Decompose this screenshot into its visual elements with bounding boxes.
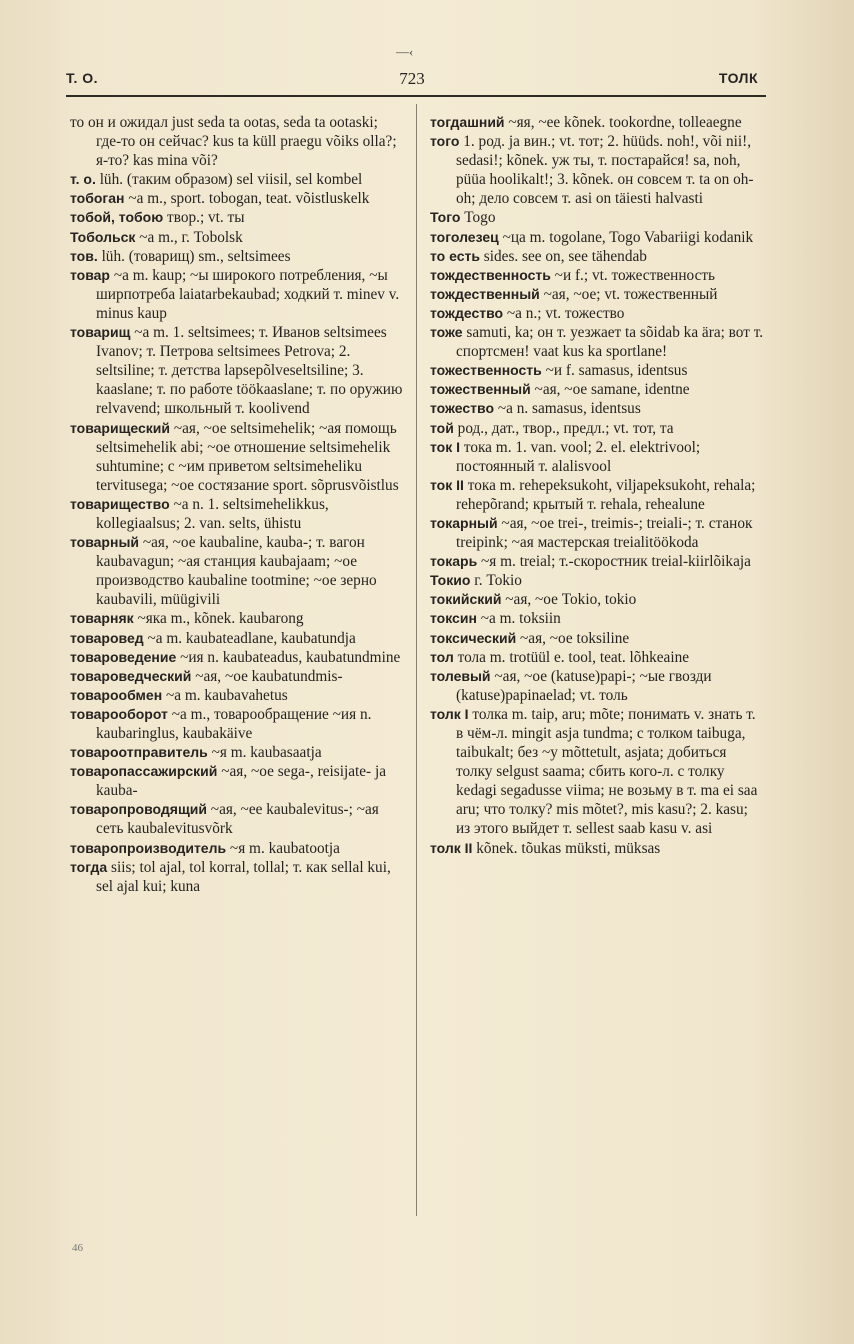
dictionary-entry (70, 743, 404, 762)
entry-definition: ~ая, ~ое sega-, reisijate- ja kauba- (96, 763, 387, 800)
dictionary-entry (430, 629, 764, 648)
dictionary-entry (430, 552, 764, 571)
dictionary-entry (70, 762, 404, 800)
entry-headword: токсический (430, 629, 517, 646)
entry-definition: ~а m., товарообращение ~ия n. kaubaringlus, kaubakäive (96, 705, 372, 742)
entry-headword: толк I (430, 705, 469, 722)
entry-definition: ~ца m. togolane, Togo Vabariigi kodanik (502, 228, 754, 246)
entry-headword: Тобольск (70, 228, 136, 245)
dictionary-entry (70, 609, 404, 628)
entry-definition: ~а m. toksiin (480, 610, 561, 628)
dictionary-entry (70, 247, 404, 266)
entry-definition: lüh. (товарищ) sm., seltsimees (101, 247, 291, 265)
dictionary-entry (430, 113, 764, 132)
entry-headword: тождество (430, 304, 504, 321)
entry-headword: тожество (430, 400, 494, 417)
entry-definition: толка m. taip, aru; mõte; понимать v. знать т. в чём-л. mingit asja tundma; с толком taibuga, taibukalt; без ~у mõttetult, asjata; добиться толку selgust saama; сбить кого-л. с толку kedagi segadusse viima; не возьму в т. ma ei saa aru; что толку? mis mõtet?, mis kasu?; 2. kasu; из этого выйдет т. sellest saab kasu v. asi (456, 705, 758, 838)
dictionary-entry (430, 228, 764, 247)
entry-definition: 1. род. ja вин.; vt. тот; 2. hüüds. noh!, või nii!, sedasi!; kõnek. уж ты, т. постарайся! sa, noh, püüa hoolikalt!; 3. kõnek. он совсем т. ta on oh-oh; дело совсем т. asi on täiesti halvasti (456, 133, 754, 208)
entry-headword: толк II (430, 839, 473, 856)
entry-headword: товаропроизводитель (70, 839, 227, 856)
entry-definition: ~и f.; vt. тожественность (554, 266, 716, 284)
entry-definition: ~я m. kaubatootja (229, 839, 340, 857)
entry-definition: ~а m., г. Tobolsk (139, 228, 243, 246)
entry-headword: тобоган (70, 190, 125, 207)
column-divider (416, 104, 417, 1216)
dictionary-entry (70, 800, 404, 838)
dictionary-entry (70, 323, 404, 418)
entry-definition: ~яя, ~ее kõnek. tookordne, tolleaegne (508, 114, 742, 131)
entry-headword: т. о. (70, 171, 96, 188)
entry-definition: ~ая, ~ее kaubalevitus-; ~ая сеть kaubalevitusvõrk (96, 801, 379, 838)
dictionary-entry (70, 686, 404, 705)
entry-definition: ~ая, ~ое samane, identne (534, 381, 690, 399)
dictionary-entry (430, 648, 764, 667)
entry-definition: kõnek. tõukas müksti, müksas (476, 839, 661, 857)
entry-definition: ~а n. samasus, identsus (497, 400, 641, 418)
entry-definition: ~ая, ~ое kaubatundmis- (195, 667, 343, 685)
dictionary-entry (430, 266, 764, 285)
entry-definition: то он и ожидал just seda ta ootas, seda ta ootaski; где-то он сейчас? kus ta küll praegu võiks olla?; я-то? kas mina või? (70, 114, 397, 170)
left-column (70, 113, 404, 896)
entry-definition: Togo (464, 209, 496, 227)
entry-headword: товароведение (70, 648, 177, 665)
entry-headword: товарообмен (70, 686, 163, 703)
dictionary-entry (430, 839, 764, 858)
dictionary-entry (70, 839, 404, 858)
dictionary-entry (70, 858, 404, 896)
dictionary-entry (430, 609, 764, 628)
entry-definition: ~ая, ~ое seltsimehelik; ~ая помощь seltsimehelik abi; ~ое отношение seltsimehelik suhtumine; с ~им приветом seltsimeheliku tervitusega; ~ое состязание sport. sõprusvõistlus (96, 419, 399, 494)
entry-headword: того (430, 133, 460, 150)
entry-headword: тождественность (430, 266, 551, 283)
dictionary-entry (430, 323, 764, 361)
entry-headword: ток I (430, 438, 461, 455)
entry-definition: род., дат., твор., предл.; vt. тот, та (457, 419, 674, 437)
entry-headword: товарный (70, 534, 140, 551)
dictionary-entry (430, 399, 764, 418)
entry-headword: тогдашний (430, 114, 505, 130)
dictionary-entry (430, 208, 764, 227)
entry-headword: товар (70, 266, 110, 283)
entry-headword: товарняк (70, 610, 134, 627)
entry-definition: г. Tokio (474, 572, 522, 590)
entry-headword: товаровед (70, 629, 144, 646)
dictionary-entry (430, 476, 764, 514)
entry-definition: ~я m. kaubasaatja (211, 744, 322, 762)
entry-headword: тоголезец (430, 228, 499, 245)
entry-headword: тожественность (430, 362, 542, 379)
dictionary-entry (430, 571, 764, 590)
dictionary-entry (430, 667, 764, 705)
entry-definition: ~а m. kaubavahetus (165, 686, 288, 704)
entry-definition: ~я m. treial; т.-скоростник treial-kiirlõikaja (481, 553, 751, 571)
entry-headword: токсин (430, 610, 477, 627)
entry-definition: ~ая, ~ое (katuse)papi-; ~ые гвозди (katuse)papinaelad; vt. толь (456, 667, 712, 704)
dictionary-entry (70, 113, 404, 170)
right-column (430, 113, 764, 858)
entry-headword: ток II (430, 476, 464, 493)
entry-headword: товаропроводящий (70, 801, 207, 818)
entry-headword: тождественный (430, 285, 540, 302)
dictionary-entry (430, 438, 764, 476)
running-head-right: ТОЛК (718, 70, 758, 86)
entry-definition: ~ая, ~ое kaubaline, kauba-; т. вагон kaubavagun; ~ая станция kaubajaam; ~ое производство kaubaline tootmine; ~ое зерно kaubavili, müügivili (96, 534, 377, 609)
entry-definition: ~ая, ~ое Tokio, tokio (505, 591, 637, 609)
entry-definition: ~ая, ~ое; vt. тожественный (543, 285, 718, 303)
entry-headword: товарищество (70, 495, 170, 512)
entry-definition: ~а m. kaubateadlane, kaubatundja (147, 629, 356, 647)
dictionary-entry (430, 304, 764, 323)
dictionary-entry (70, 629, 404, 648)
running-head-left: Т. О. (66, 70, 99, 86)
entry-headword: токарь (430, 553, 478, 570)
dictionary-entry (430, 361, 764, 380)
entry-headword: тоже (430, 324, 463, 341)
dictionary-entry (70, 705, 404, 743)
dictionary-entry (70, 667, 404, 686)
entry-definition: тока m. rehepeksukoht, viljapeksukoht, rehala; rehepõrand; крытый т. rehala, rehealune (456, 476, 756, 513)
dictionary-entry (70, 189, 404, 208)
dictionary-entry (70, 533, 404, 609)
dictionary-entry (70, 419, 404, 495)
entry-headword: той (430, 419, 454, 436)
entry-headword: товарооборот (70, 705, 168, 722)
page-top-mark: —‹ (396, 44, 414, 59)
dictionary-entry (430, 419, 764, 438)
entry-definition: ~а m. kaup; ~ы широкого потребления, ~ы ширпотреба laiatarbekaubad; ходкий т. minev v. minus kaup (96, 266, 400, 322)
entry-definition: твор.; vt. ты (167, 209, 245, 227)
entry-headword: товароотправитель (70, 744, 208, 761)
dictionary-entry (70, 208, 404, 227)
page-number: 723 (399, 69, 425, 88)
entry-headword: Того (430, 209, 461, 226)
entry-definition: ~а n.; vt. тожество (506, 304, 625, 322)
entry-definition: ~а m., sport. tobogan, teat. võistluskelk (128, 190, 370, 208)
dictionary-entry (70, 495, 404, 533)
entry-headword: Токио (430, 572, 471, 589)
entry-headword: токарный (430, 514, 498, 531)
entry-headword: то есть (430, 247, 480, 264)
entry-definition: тола m. trotüül e. tool, teat. lõhkeaine (457, 648, 690, 666)
entry-definition: samuti, ka; он т. уезжает ta sõidab ka ära; вот т. спортсмен! vaat kus ka sportlane! (456, 324, 764, 361)
dictionary-entry (430, 380, 764, 399)
entry-definition: ~и f. samasus, identsus (545, 362, 688, 380)
dictionary-entry (430, 285, 764, 304)
dictionary-entry (430, 514, 764, 552)
entry-headword: тол (430, 648, 454, 665)
entry-definition: ~ая, ~ое trei-, treimis-; treiali-; т. станок treipink; ~ая мастерская treialitöökoda (456, 514, 753, 552)
dictionary-entry (430, 705, 764, 839)
entry-definition: тока m. 1. van. vool; 2. el. elektrivool; постоянный т. alalisvool (456, 438, 701, 475)
dictionary-entry (430, 247, 764, 266)
entry-headword: токийский (430, 591, 502, 608)
entry-headword: товароведческий (70, 667, 192, 684)
entry-headword: толевый (430, 667, 491, 684)
entry-definition: sides. see on, see tähendab (483, 247, 647, 265)
entry-definition: lüh. (таким образом) sel viisil, sel kombel (99, 171, 363, 189)
entry-definition: ~а n. 1. seltsimehelikkus, kollegiaalsus; 2. van. selts, ühistu (96, 495, 329, 532)
entry-definition: ~яка m., kõnek. kaubarong (137, 610, 304, 628)
entry-definition: ~ия n. kaubateadus, kaubatundmine (180, 648, 401, 666)
entry-headword: товаропассажирский (70, 763, 218, 780)
entry-headword: тов. (70, 247, 98, 264)
header-rule (66, 95, 766, 97)
dictionary-entry (70, 170, 404, 189)
dictionary-entry (70, 648, 404, 667)
entry-headword: тогда (70, 858, 108, 875)
entry-headword: товарищеский (70, 419, 171, 436)
footer-mark: 46 (72, 1242, 83, 1254)
entry-definition: ~а m. 1. seltsimees; т. Иванов seltsimees Ivanov; т. Петрова seltsimees Petrova; 2. seltsiline; т. детства lapsepõlveseltsiline; 3. kaaslane; т. по работе töökaaslane; т. по оружию relvavend; школьный т. koolivend (96, 324, 403, 418)
dictionary-entry (70, 266, 404, 323)
entry-headword: тобой, тобою (70, 209, 164, 226)
dictionary-entry (70, 228, 404, 247)
dictionary-entry (430, 132, 764, 208)
entry-headword: тожественный (430, 381, 531, 398)
entry-headword: товарищ (70, 324, 131, 341)
entry-definition: ~ая, ~ое toksiline (520, 629, 630, 647)
dictionary-entry (430, 590, 764, 609)
entry-definition: siis; tol ajal, tol korral, tollal; т. как sellal kui, sel ajal kui; kuna (96, 858, 391, 895)
